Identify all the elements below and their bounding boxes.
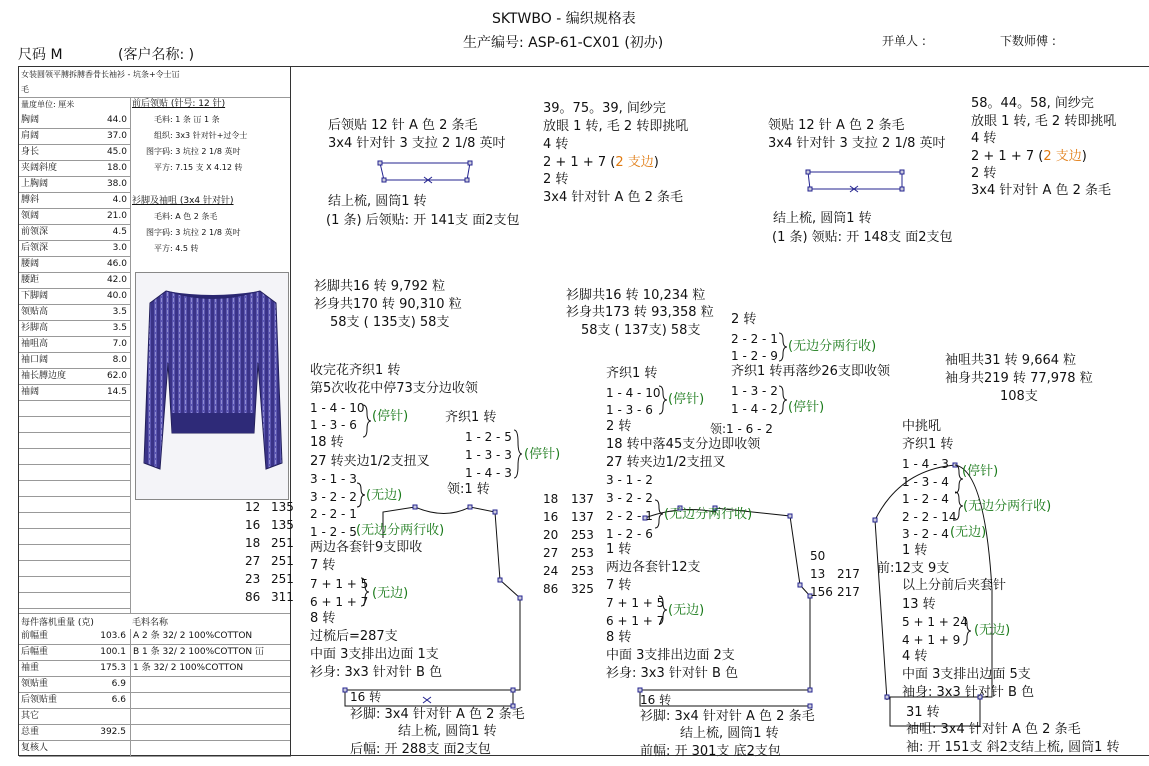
sleeve-instruction: 中挑吼 <box>902 419 942 434</box>
side-number: 135 <box>271 500 294 514</box>
back-instruction: 2 - 2 - 1 <box>310 507 357 521</box>
yarn-name: 1 条 32/ 2 100%COTTON <box>133 663 244 673</box>
weight-name: 前幅重 <box>21 631 49 641</box>
weight-value: 103.6 <box>100 631 126 641</box>
side-number: 217 <box>837 585 860 599</box>
no-edge-note: (无边) <box>950 525 987 540</box>
back-neck-line: 4 转 <box>543 137 569 152</box>
front-instruction: 齐织1 转 <box>606 366 658 381</box>
measurement-value: 14.5 <box>106 387 127 397</box>
sleeve-instruction: 3 - 2 - 4 <box>902 527 949 541</box>
no-edge-note: (无边) <box>366 488 403 503</box>
side-number: 16 <box>245 518 261 532</box>
measurement-name: 衫脚高 <box>21 323 49 333</box>
back-instruction: 衫身: 3x3 针对针 B 色 <box>310 665 443 680</box>
sleeve-instruction: 31 转 <box>906 705 940 720</box>
sleeve-instruction: 前:12支 9支 <box>877 561 950 576</box>
measurement-value: 18.0 <box>106 163 127 173</box>
weight-name: 领贴重 <box>21 679 49 689</box>
measurement-name: 袖阔 <box>21 387 40 397</box>
back-instruction: 1 - 2 - 5 <box>310 525 357 539</box>
measurement-name: 后领深 <box>21 243 49 253</box>
stop-note: (停针) <box>524 447 561 462</box>
sleeve-total-line: 108支 <box>1000 389 1038 404</box>
side-number: 86 <box>543 582 559 596</box>
collar-spec-line: 图字码: 3 坑拉 2 1/8 英吋 <box>146 147 241 156</box>
back-total-line: 衫脚共16 转 9,792 粒 <box>314 279 446 294</box>
back-instruction: 6 + 1 + 7 <box>310 595 369 609</box>
measurement-value: 46.0 <box>106 259 127 269</box>
front-instruction: 27 转夹边1/2支扭叉 <box>606 455 726 470</box>
garment-description: 女装圆领平膊拆膊香骨长袖衫 - 坑条+令士冚 <box>21 70 180 79</box>
measurement-name: 膊斜 <box>21 195 40 205</box>
measurement-name: 袖咀高 <box>21 339 49 349</box>
measurement-value: 21.0 <box>106 211 127 221</box>
front-total-line: 58支 ( 137支) 58支 <box>581 323 701 338</box>
side-number: 217 <box>837 567 860 581</box>
sleeve-instruction: 2 - 2 - 14 <box>902 510 957 524</box>
stop-note: (停针) <box>788 400 825 415</box>
side-number: 251 <box>271 554 294 568</box>
back-instruction: 16 转 <box>350 690 382 704</box>
back-collar-line: (1 条) 后领贴: 开 141支 面2支包 <box>326 213 520 228</box>
back-total-line: 衫身共170 转 90,310 粒 <box>314 297 462 312</box>
no-edge-note: (无边) <box>372 586 409 601</box>
hem-spec-line: 图字码: 3 坑拉 2 1/8 英吋 <box>146 228 241 237</box>
measurement-name: 领阔 <box>21 211 40 221</box>
measurement-value: 62.0 <box>106 371 127 381</box>
back-instruction: 1 - 4 - 3 <box>465 466 512 480</box>
stop-note: (停针) <box>962 464 999 479</box>
measurement-value: 42.0 <box>106 275 127 285</box>
hem-spec-line: 毛料: A 色 2 条毛 <box>154 212 218 221</box>
two-line-note: (无边分两行收) <box>788 339 877 354</box>
front-collar-shape <box>808 172 902 189</box>
front-instruction: 1 - 3 - 6 <box>606 403 653 417</box>
back-instruction: 3 - 1 - 3 <box>310 472 357 486</box>
front-neck-instruction: 2 - 2 - 1 <box>731 332 778 346</box>
front-neck-line: 58。44。58, 间纱完 <box>971 96 1094 111</box>
front-collar-line: 领贴 12 针 A 色 2 条毛 <box>768 118 905 133</box>
side-number: 20 <box>543 528 559 542</box>
weight-value: 6.9 <box>111 679 126 689</box>
side-number: 251 <box>271 536 294 550</box>
side-number: 325 <box>571 582 594 596</box>
front-instruction: 两边各套针12支 <box>606 560 701 575</box>
front-neck-instruction: 1 - 3 - 2 <box>731 384 778 398</box>
front-instruction: 衫脚: 3x4 针对针 A 色 2 条毛 <box>640 709 815 724</box>
side-number: 86 <box>245 590 261 604</box>
back-collar-line: 后领贴 12 针 A 色 2 条毛 <box>328 118 478 133</box>
front-neck-instruction: 1 - 4 - 2 <box>731 402 778 416</box>
back-instruction: 1 - 2 - 5 <box>465 430 512 444</box>
back-instruction: 1 - 3 - 6 <box>310 418 357 432</box>
side-number: 12 <box>245 500 261 514</box>
collar-spec-title: 前后领贴 (针号: 12 针) <box>132 99 226 109</box>
front-instruction: 中面 3支排出边面 2支 <box>606 648 735 663</box>
sleeve-instruction: 4 + 1 + 9 <box>902 633 961 647</box>
sleeve-instruction: 1 转 <box>902 543 928 558</box>
back-instruction: 两边各套针9支即收 <box>310 540 423 555</box>
side-number: 253 <box>571 546 594 560</box>
production-number: 生产编号: ASP-61-CX01 (初办) <box>463 35 664 51</box>
back-neck-line: 2 + 1 + 7 (2 支边) <box>543 155 659 170</box>
sleeve-instruction: 5 + 1 + 24 <box>902 615 968 629</box>
side-number: 27 <box>245 554 261 568</box>
side-number: 253 <box>571 528 594 542</box>
back-collar-line: 结上梳, 圆筒1 转 <box>328 194 427 209</box>
sleeve-instruction: 袖咀: 3x4 针对针 A 色 2 条毛 <box>906 722 1081 737</box>
front-neck-instruction: 领:1 - 6 - 2 <box>710 422 773 436</box>
front-neck-line: 2 转 <box>971 166 997 181</box>
measurement-value: 37.0 <box>106 131 127 141</box>
sleeve-instruction: 13 转 <box>902 597 936 612</box>
side-number: 23 <box>245 572 261 586</box>
weight-value: 6.6 <box>111 695 126 705</box>
back-instruction: 1 - 3 - 3 <box>465 448 512 462</box>
side-number: 27 <box>543 546 559 560</box>
front-instruction: 1 - 4 - 10 <box>606 386 661 400</box>
back-total-line: 58支 ( 135支) 58支 <box>330 315 450 330</box>
weight-value: 100.1 <box>100 647 126 657</box>
back-instruction: 1 - 4 - 10 <box>310 401 365 415</box>
front-neck-line: 4 转 <box>971 131 997 146</box>
measurement-name: 腰距 <box>21 275 40 285</box>
measurement-name: 身长 <box>21 147 40 157</box>
side-number: 18 <box>543 492 559 506</box>
measurement-value: 40.0 <box>106 291 127 301</box>
front-instruction: 7 转 <box>606 578 632 593</box>
size-label: 尺码 M <box>18 47 63 63</box>
no-edge-note: (无边) <box>974 623 1011 638</box>
front-instruction: 衫身: 3x3 针对针 B 色 <box>606 666 739 681</box>
measurement-name: 前领深 <box>21 227 49 237</box>
front-neck-line: 2 + 1 + 7 (2 支边) <box>971 149 1087 164</box>
sleeve-instruction: 4 转 <box>902 649 928 664</box>
stop-note: (停针) <box>668 392 705 407</box>
side-number: 13 <box>810 567 826 581</box>
measurement-name: 领贴高 <box>21 307 49 317</box>
side-number: 24 <box>543 564 559 578</box>
front-instruction: 7 + 1 + 5 <box>606 596 665 610</box>
weight-title: 每件落机重量 (克) <box>21 618 94 628</box>
front-collar-line: (1 条) 领贴: 开 148支 面2支包 <box>772 230 953 245</box>
front-instruction: 18 转中落45支分边即收领 <box>606 437 761 452</box>
front-instruction: 3 - 2 - 2 <box>606 491 653 505</box>
back-instruction: 衫脚: 3x4 针对针 A 色 2 条毛 <box>350 707 525 722</box>
yarn-name: B 1 条 32/ 2 100%COTTON 冚 <box>133 647 265 657</box>
front-instruction: 3 - 1 - 2 <box>606 473 653 487</box>
back-neck-line: 39。75。39, 间纱完 <box>543 101 666 116</box>
back-neck-line: 放眼 1 转, 毛 2 转即挑吼 <box>543 119 689 134</box>
measurement-value: 4.0 <box>112 195 127 205</box>
side-number: 137 <box>571 492 594 506</box>
two-line-note: (无边分两行收) <box>963 499 1052 514</box>
weight-name: 后幅重 <box>21 647 49 657</box>
front-instruction: 2 - 2 - 1 <box>606 509 653 523</box>
weight-name: 后领贴重 <box>21 695 58 705</box>
sleeve-instruction: 1 - 4 - 3 <box>902 457 949 471</box>
measurement-name: 肩阔 <box>21 131 40 141</box>
back-instruction: 结上梳, 圆筒1 转 <box>398 724 497 739</box>
back-instruction: 过梳后=287支 <box>310 629 398 644</box>
back-instruction: 领:1 转 <box>447 482 490 497</box>
front-instruction: 6 + 1 + 7 <box>606 614 665 628</box>
side-number: 18 <box>245 536 261 550</box>
page-title: SKTWBO - 编织规格表 <box>492 11 636 27</box>
weight-value: 175.3 <box>100 663 126 673</box>
back-instruction: 3 - 2 - 2 <box>310 490 357 504</box>
sleeve-instruction: 1 - 3 - 4 <box>902 475 949 489</box>
two-line-note: (无边分两行收) <box>356 523 445 538</box>
sleeve-instruction: 中面 3支排出边面 5支 <box>902 667 1031 682</box>
issuer-label: 开单人 : <box>882 34 926 48</box>
front-instruction: 结上梳, 圆筒1 转 <box>680 726 779 741</box>
measurement-value: 3.5 <box>112 323 127 333</box>
measurement-value: 38.0 <box>106 179 127 189</box>
measurement-value: 7.0 <box>112 339 127 349</box>
weight-name: 其它 <box>21 711 40 721</box>
front-neck-instruction: 1 - 2 - 9 <box>731 349 778 363</box>
back-instruction: 7 + 1 + 5 <box>310 577 369 591</box>
front-neck-line: 放眼 1 转, 毛 2 转即挑吼 <box>971 114 1117 129</box>
back-instruction: 第5次收花中停73支分边收领 <box>310 381 478 396</box>
back-instruction: 后幅: 开 288支 面2支包 <box>350 742 491 757</box>
side-number: 156 <box>810 585 833 599</box>
back-instruction: 18 转 <box>310 435 344 450</box>
measurement-name: 袖口阔 <box>21 355 49 365</box>
back-neck-line: 2 转 <box>543 172 569 187</box>
garment-description-2: 毛 <box>21 85 29 94</box>
side-number: 135 <box>271 518 294 532</box>
collar-spec-line: 毛料: 1 条 冚 1 条 <box>154 115 220 124</box>
yarn-title: 毛料名称 <box>132 618 169 628</box>
side-number: 311 <box>271 590 294 604</box>
collar-spec-line: 组织: 3x3 针对针+过令士 <box>154 131 248 140</box>
front-instruction: 前幅: 开 301支 底2支包 <box>640 744 781 759</box>
back-instruction: 7 转 <box>310 558 336 573</box>
no-edge-note: (无边) <box>668 603 705 618</box>
customer-label: (客户名称: ) <box>118 47 195 63</box>
sleeve-instruction: 以上分前后夹套针 <box>902 578 1007 593</box>
back-instruction: 收完花齐织1 转 <box>310 363 401 378</box>
back-instruction: 27 转夹边1/2支扭叉 <box>310 454 430 469</box>
collar-spec-line: 平方: 7.15 支 X 4.12 转 <box>154 163 243 172</box>
back-instruction: 中面 3支排出边面 1支 <box>310 647 439 662</box>
side-number: 251 <box>271 572 294 586</box>
back-instruction: 8 转 <box>310 611 336 626</box>
front-instruction: 1 转 <box>606 542 632 557</box>
back-instruction: 齐织1 转 <box>445 410 497 425</box>
unit-label: 量度单位: 厘米 <box>21 100 75 109</box>
stop-note: (停针) <box>372 409 409 424</box>
sleeve-instruction: 1 - 2 - 4 <box>902 492 949 506</box>
hem-spec-title: 衫脚及袖咀 (3x4 针对针) <box>132 196 234 206</box>
side-number: 253 <box>571 564 594 578</box>
front-total-line: 衫脚共16 转 10,234 粒 <box>566 288 706 303</box>
sleeve-instruction: 袖身: 3x3 针对针 B 色 <box>902 685 1035 700</box>
front-neck-instruction: 2 转 <box>731 312 757 327</box>
front-collar-line: 3x4 针对针 3 支拉 2 1/8 英吋 <box>768 136 946 151</box>
sleeve-instruction: 袖: 开 151支 斜2支结上梳, 圆筒1 转 <box>906 740 1120 755</box>
back-collar-line: 3x4 针对针 3 支拉 2 1/8 英吋 <box>328 136 506 151</box>
weight-name: 总重 <box>21 727 40 737</box>
back-neck-line: 3x4 针对针 A 色 2 条毛 <box>543 190 684 205</box>
front-collar-line: 结上梳, 圆筒1 转 <box>773 211 872 226</box>
master-label: 下数师傅 : <box>1000 34 1056 48</box>
two-line-note: (无边分两行收) <box>664 507 753 522</box>
front-instruction: 8 转 <box>606 630 632 645</box>
measurement-value: 3.5 <box>112 307 127 317</box>
measurement-name: 夹阔斜度 <box>21 163 58 173</box>
measurement-name: 腰阔 <box>21 259 40 269</box>
weight-value: 392.5 <box>100 727 126 737</box>
measurement-name: 上胸阔 <box>21 179 49 189</box>
front-neck-line: 3x4 针对针 A 色 2 条毛 <box>971 183 1112 198</box>
weight-name: 袖重 <box>21 663 40 673</box>
weight-name: 复核人 <box>21 743 49 753</box>
measurement-name: 胸阔 <box>21 115 40 125</box>
side-number: 137 <box>571 510 594 524</box>
measurement-name: 袖长膊边度 <box>21 371 67 381</box>
front-instruction: 16 转 <box>640 693 672 707</box>
hem-spec-line: 平方: 4.5 转 <box>154 244 199 253</box>
side-number: 50 <box>810 549 826 563</box>
sleeve-total-line: 袖身共219 转 77,978 粒 <box>945 371 1093 386</box>
front-neck-instruction: 齐织1 转再落纱26支即收领 <box>731 364 890 379</box>
measurement-value: 45.0 <box>106 147 127 157</box>
measurement-value: 3.0 <box>112 243 127 253</box>
sleeve-instruction: 齐织1 转 <box>902 437 954 452</box>
measurement-value: 4.5 <box>112 227 127 237</box>
front-instruction: 2 转 <box>606 419 632 434</box>
yarn-name: A 2 条 32/ 2 100%COTTON <box>133 631 253 641</box>
side-number: 16 <box>543 510 559 524</box>
front-total-line: 衫身共173 转 93,358 粒 <box>566 305 714 320</box>
measurement-name: 下脚阔 <box>21 291 49 301</box>
measurement-value: 8.0 <box>112 355 127 365</box>
sleeve-total-line: 袖咀共31 转 9,664 粒 <box>945 353 1077 368</box>
measurement-value: 44.0 <box>106 115 127 125</box>
front-instruction: 1 - 2 - 6 <box>606 527 653 541</box>
